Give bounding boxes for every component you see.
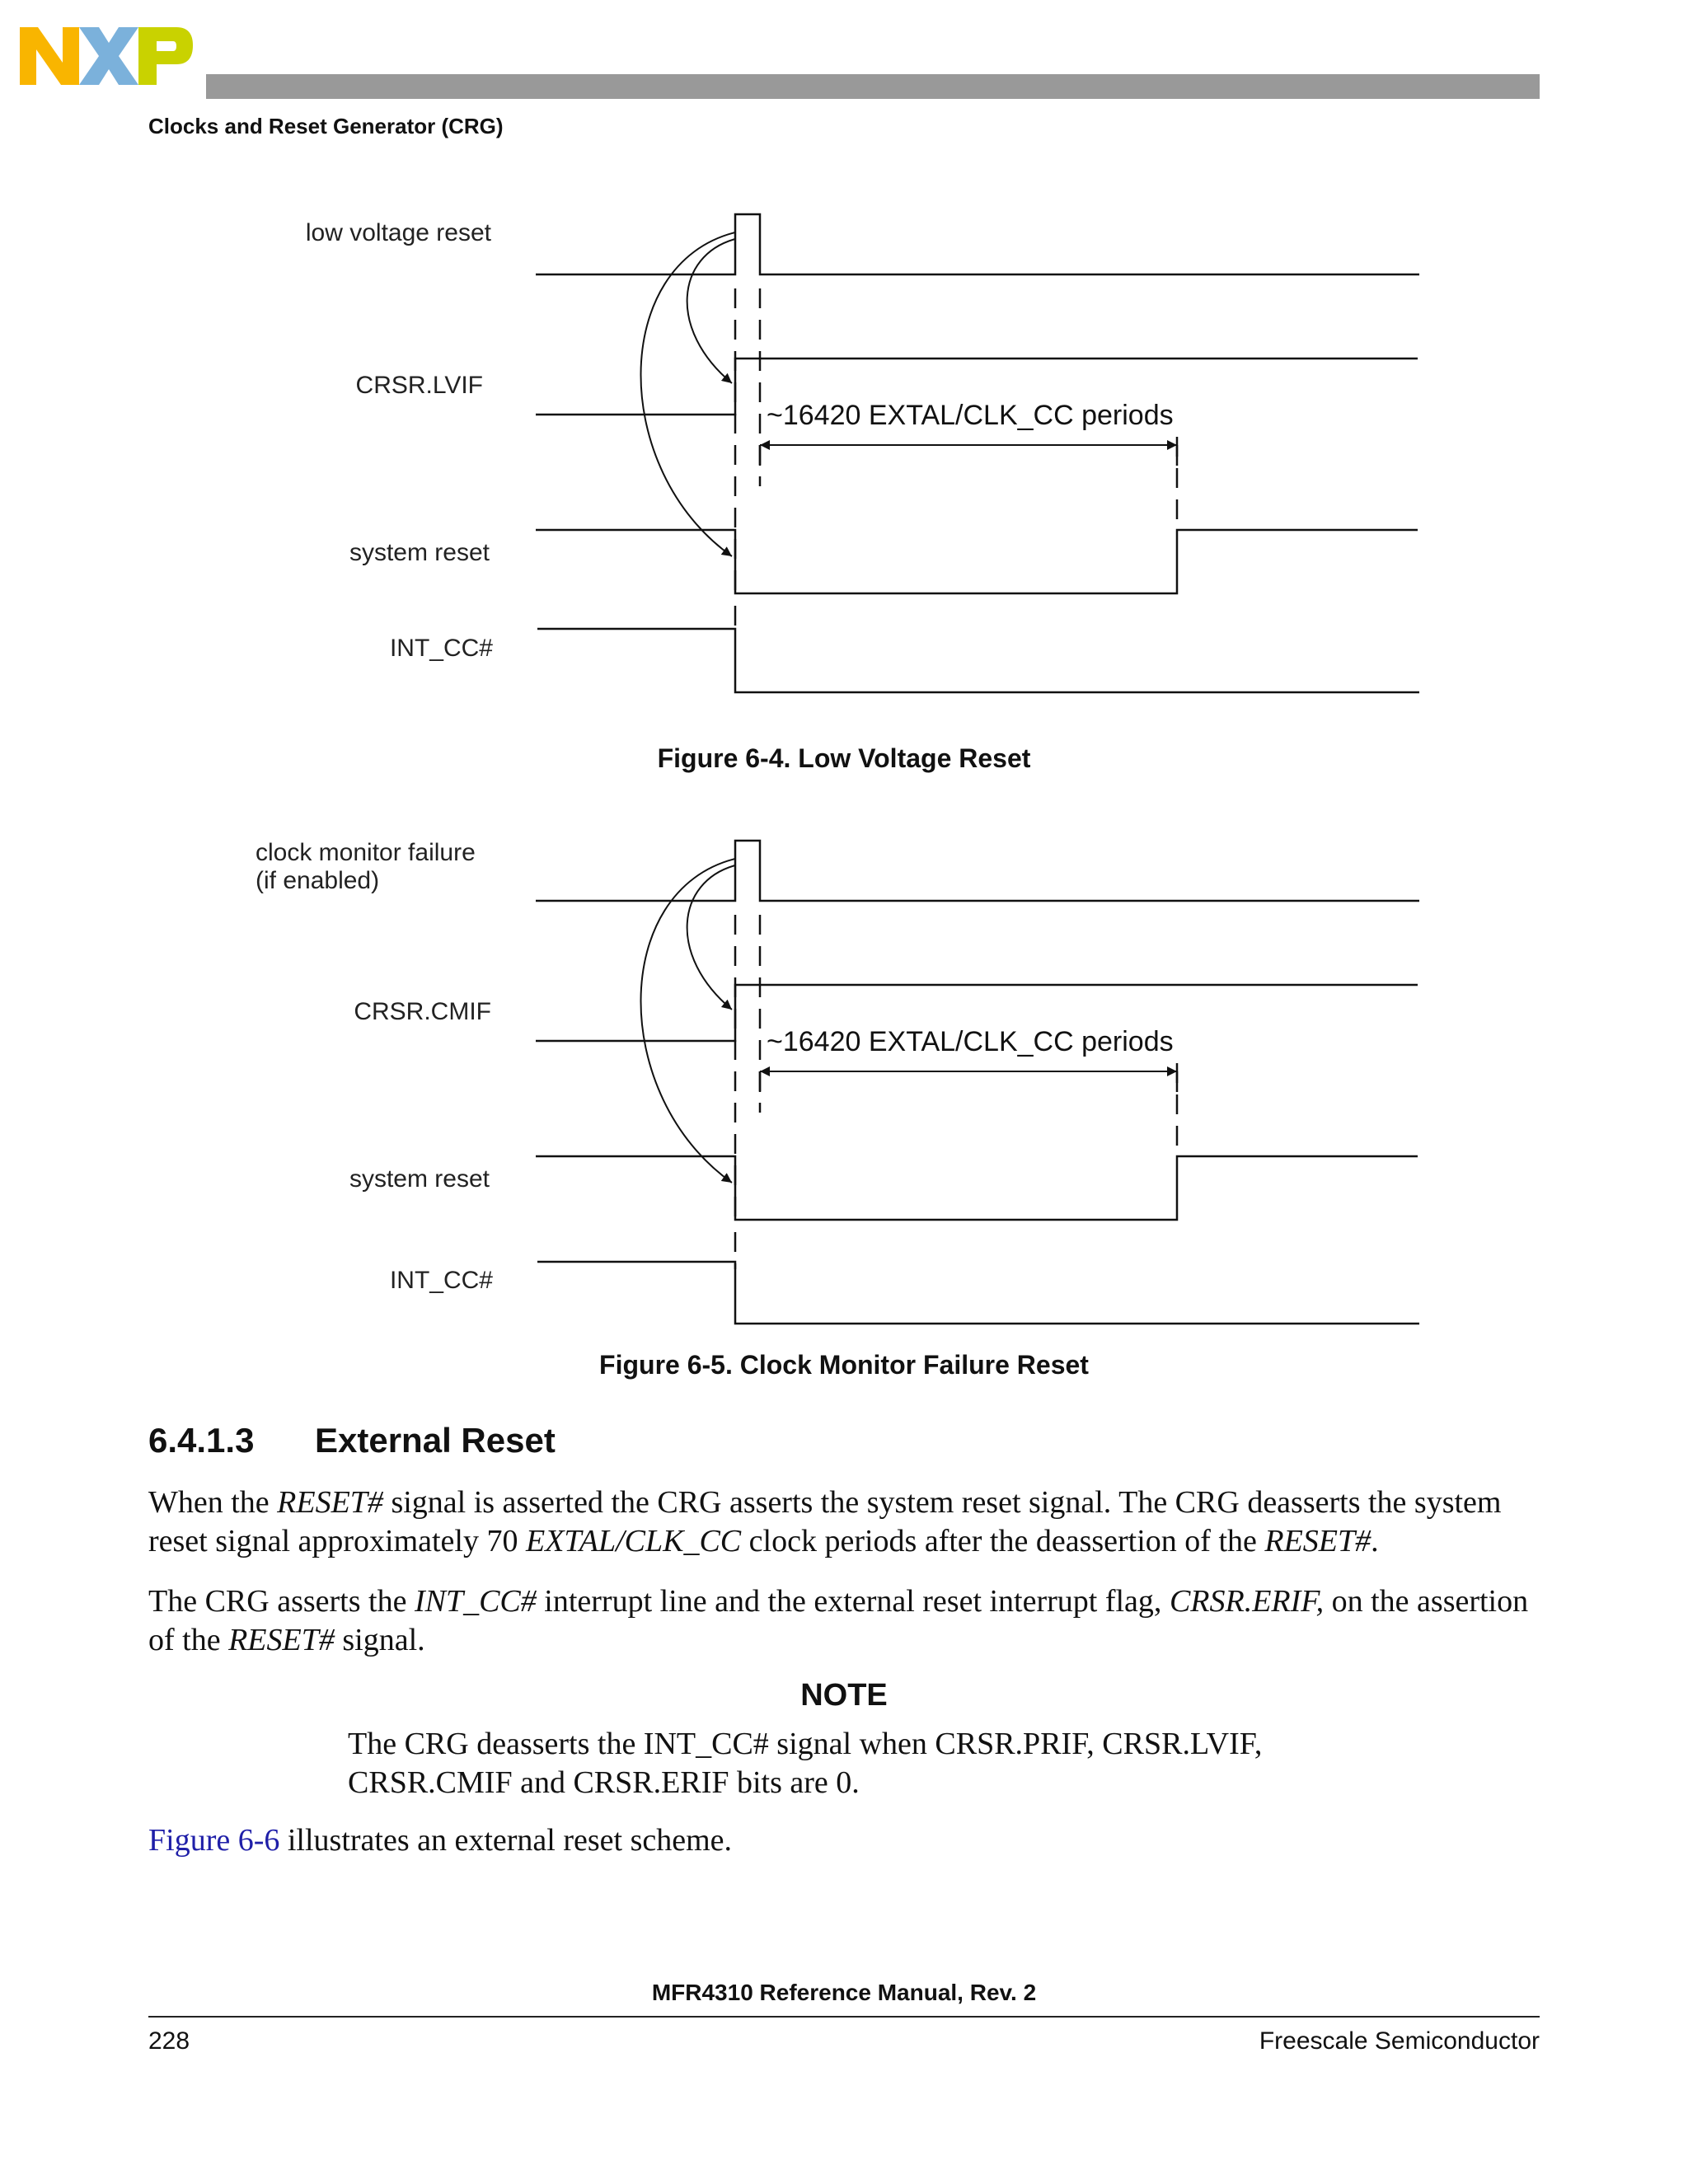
figure-caption: Figure 6-5. Clock Monitor Failure Reset <box>599 1350 1089 1380</box>
figure-caption: Figure 6-4. Low Voltage Reset <box>657 743 1031 773</box>
signal-label-crsr-cmif: CRSR.CMIF <box>354 998 491 1025</box>
signal-label-crsr-lvif: CRSR.LVIF <box>355 372 483 399</box>
nxp-logo <box>20 23 193 89</box>
running-head: Clocks and Reset Generator (CRG) <box>148 114 504 138</box>
publisher: Freescale Semiconductor <box>1259 2027 1540 2055</box>
period-annotation: ~16420 EXTAL/CLK_CC periods <box>767 1026 1174 1057</box>
note-body: The CRG deasserts the INT_CC# signal when CRSR.PRIF, CRSR.LVIF, CRSR.CMIF and CRSR.ERIF bits are 0. <box>348 1727 1263 1800</box>
page-number: 228 <box>148 2027 190 2055</box>
signal-label-int-cc: INT_CC# <box>389 1267 493 1294</box>
section-heading <box>148 1421 556 1460</box>
timing-diagram-low-voltage-reset <box>247 198 1442 709</box>
paragraph: Figure 6-6 illustrates an external reset scheme. <box>148 1823 733 1858</box>
timing-diagram-clock-monitor-failure <box>247 824 1442 1335</box>
paragraph: The CRG asserts the INT_CC# interrupt line and the external reset interrupt flag, CRSR.ERIF, on the assertion of the RESET# signal. <box>148 1584 1529 1657</box>
signal-label-clock-monitor-failure: clock monitor failure <box>256 839 476 866</box>
section-title: External Reset <box>315 1421 556 1460</box>
section-number: 6.4.1.3 <box>148 1421 255 1460</box>
footer-rule <box>148 2016 1540 2018</box>
footer-title: MFR4310 Reference Manual, Rev. 2 <box>651 1980 1037 2005</box>
header-bar <box>206 74 1540 99</box>
figure-link[interactable]: Figure 6-6 <box>148 1823 280 1858</box>
signal-label-int-cc: INT_CC# <box>389 635 493 662</box>
signal-label-low-voltage-reset: low voltage reset <box>305 219 491 246</box>
signal-label-system-reset: system reset <box>349 1165 490 1193</box>
paragraph: When the RESET# signal is asserted the CRG asserts the system reset signal. The CRG deasserts the system reset signal approximately 70 EXTAL/CLK_CC clock periods after the deassertion of the RESET#. <box>148 1485 1502 1558</box>
note-title: NOTE <box>800 1678 888 1713</box>
signal-label-if-enabled: (if enabled) <box>256 867 380 894</box>
period-annotation: ~16420 EXTAL/CLK_CC periods <box>767 400 1174 431</box>
signal-label-system-reset: system reset <box>349 539 490 566</box>
